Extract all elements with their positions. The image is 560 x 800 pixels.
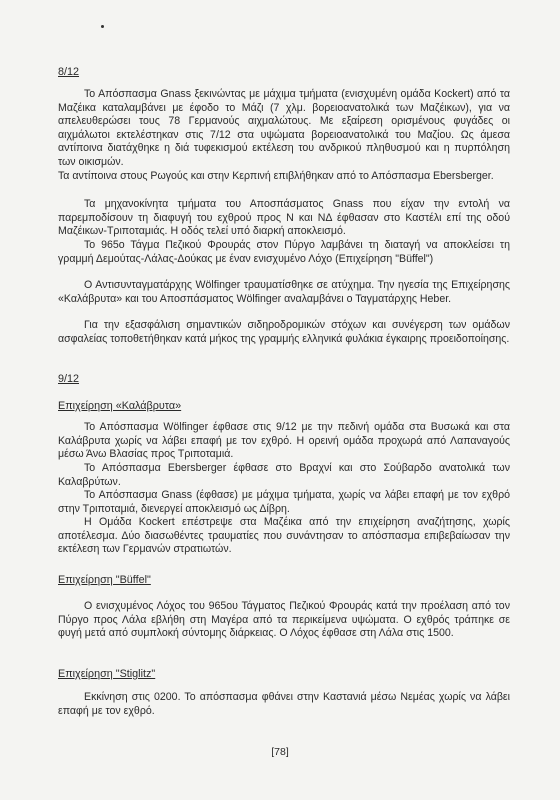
paragraph: Ο Αντισυνταγματάρχης Wölfinger τραυματίσθηκε σε ατύχημα. Την ηγεσία της Επιχείρησης «Καλάβρυτα» και του Αποσπάσματος Wölfinger αναλαμβάνει ο Ταγματάρχης Heber. xyxy=(58,279,510,305)
paragraph: Το Απόσπασμα Wölfinger έφθασε στις 9/12 με την πεδινή ομάδα στα Βυσωκά και στα Καλάβρυτα χωρίς να λάβει επαφή με τον εχθρό. Η ορεινή ομάδα προχωρά από Λαπαναγούς μέσω Άνω Βλασίας προς Τριποταμιά. xyxy=(58,421,510,461)
paragraph: Εκκίνηση στις 0200. Το απόσπασμα φθάνει στην Καστανιά μέσω Νεμέας χωρίς να λάβει επαφή με τον εχθρό. xyxy=(58,691,510,717)
page-number: [78] xyxy=(271,746,289,758)
paragraph: Ο ενισχυμένος Λόχος του 965ου Τάγματος Πεζικού Φρουράς κατά την προέλαση από τον Πύργο προς Λάλα εβλήθη στη Μαγέρα από τα περικείμενα υψώματα. Ο εχθρός τράπηκε σε φυγή μετά από συμπλοκή σύντομης διάρκειας. Ο Λόχος έφθασε στη Λάλα στις 1500. xyxy=(58,600,510,640)
date-heading-8-12: 8/12 xyxy=(58,66,80,78)
operation-heading-buffel: Επιχείρηση "Büffel" xyxy=(58,574,151,586)
paragraph: Το 965ο Τάγμα Πεζικού Φρουράς στον Πύργο λαμβάνει τη διαταγή να αποκλείσει τη γραμμή Δεμούτας-Λάλας-Δούκας με έναν ενισχυμένο Λόχο (Επιχείρηση "Büffel") xyxy=(58,239,510,265)
paragraph: Τα αντίποινα στους Ρωγούς και στην Κερπινή επιβλήθηκαν από το Απόσπασμα Ebersberger. xyxy=(58,170,494,182)
operation-heading-stiglitz: Επιχείρηση "Stiglitz" xyxy=(58,668,156,680)
speck-mark xyxy=(101,25,104,28)
paragraph: Για την εξασφάλιση σημαντικών σιδηροδρομικών στόχων και συνέγερση των ομάδων ασφαλείας τοποθετήθηκαν κατά μήκος της γραμμής ελληνικά φυλάκια έγκαιρης προειδοποίησης. xyxy=(58,319,510,345)
paragraph: Το Απόσπασμα Ebersberger έφθασε στο Βραχνί και στο Σούβαρδο ανατολικά των Καλαβρύτων. xyxy=(58,462,510,488)
paragraph: Η Ομάδα Kockert επέστρεψε στα Μαζέικα από την επιχείρηση αναζήτησης, χωρίς αποτέλεσμα. Δύο διασωθέντες τραυματίες που συνάντησαν το απόσπασμα επιβεβαίωσαν την εκτέλεση των Γερμανών στρατιωτών. xyxy=(58,516,510,556)
date-heading-9-12: 9/12 xyxy=(58,373,80,385)
paragraph: Το Απόσπασμα Gnass ξεκινώντας με μάχιμα τμήματα (ενισχυμένη ομάδα Kockert) από τα Μαζέικα καταλαμβάνει με έφοδο το Μάζι (7 χλμ. βορειοανατολικά των Μαζέικων), για να απελευθερώσει τους 78 Γερμανούς αιχμαλώτους. Με εξαίρεση ορισμένους φυγάδες οι αιχμάλωτοι εκτελέστηκαν στις 7/12 στα υψώματα βορειοανατολικά του Μαζίου. Ως άμεσα αντίποινα διατάχθηκε η διά τυφεκισμού εκτέλεση του ανδρικού πληθυσμού και η πυρπόληση των οικισμών. xyxy=(58,88,510,168)
paragraph: Τα μηχανοκίνητα τμήματα του Αποσπάσματος Gnass που είχαν την εντολή να παρεμποδίσουν τη διαφυγή του εχθρού προς Ν και ΝΔ έφθασαν στο Καστέλι επί της οδού Μαζέικων-Τριποταμιάς. Η οδός τελεί υπό διαρκή αποκλεισμό. xyxy=(58,198,510,238)
paragraph: Το Απόσπασμα Gnass (έφθασε) με μάχιμα τμήματα, χωρίς να λάβει επαφή με τον εχθρό στην Τριποταμιά, διενεργεί αποκλεισμό ως Δίβρη. xyxy=(58,489,510,515)
operation-heading-kalavryta: Επιχείρηση «Καλάβρυτα» xyxy=(58,400,182,412)
